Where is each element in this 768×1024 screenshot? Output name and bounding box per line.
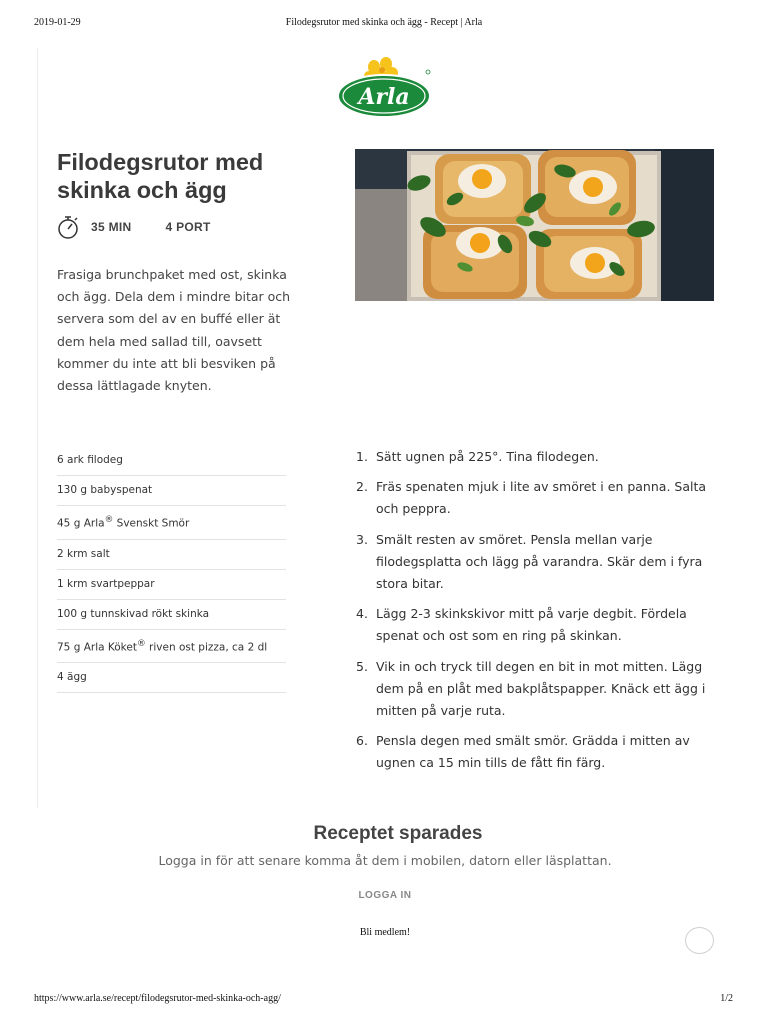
svg-text:Arla: Arla	[358, 84, 410, 110]
print-page-number: 1/2	[720, 993, 733, 1004]
recipe-description: Frasiga brunchpaket med ost, skinka och ägg. Dela dem i mindre bitar och servera som del av en buffé eller ät dem hela med sallad till, oavsett kommer du inte att bli besviken på dessa lättlagade knyten.	[57, 267, 291, 394]
instruction-step: 6. Pensla degen med smält smör. Grädda i mitten av ugnen ca 15 min tills de fått fin färg.	[356, 733, 690, 771]
timer-icon	[57, 214, 81, 240]
cooking-time: 35 MIN	[91, 220, 132, 234]
print-url: https://www.arla.se/recept/filodegsrutor-med-skinka-och-agg/	[34, 993, 281, 1004]
print-page-title: Filodegsrutor med skinka och ägg - Recept | Arla	[285, 17, 483, 28]
instruction-step: 5. Vik in och tryck till degen en bit in mot mitten. Lägg dem på en plåt med bakplåtspapper. Knäck ett ägg i mitten på varje ruta.	[356, 658, 706, 719]
recipe-meta	[57, 214, 211, 240]
recipe-title-line1: Filodegsrutor med	[57, 149, 264, 175]
instruction-step: 2. Fräs spenaten mjuk i lite av smöret i en panna. Salta och peppra.	[356, 479, 707, 517]
ingredient-item: 1 krm svartpeppar	[57, 570, 286, 600]
saved-text: Logga in för att senare komma åt dem i mobilen, datorn eller läsplattan.	[158, 853, 612, 868]
instruction-step: 4. Lägg 2-3 skinkskivor mitt på varje degbit. Fördela spenat och ost som en ring på skinkan.	[356, 606, 687, 644]
become-member-link[interactable]: Bli medlem!	[359, 927, 411, 938]
arla-logo[interactable]	[336, 56, 434, 122]
chat-button[interactable]	[685, 927, 714, 954]
login-button[interactable]: LOGGA IN	[330, 890, 440, 901]
recipe-photo	[355, 149, 714, 301]
recipe-title	[57, 148, 317, 204]
ingredient-item: 130 g babyspenat	[57, 476, 286, 506]
print-date: 2019-01-29	[34, 17, 81, 28]
instruction-step: 1. Sätt ugnen på 225°. Tina filodegen.	[356, 449, 599, 464]
portions: 4 PORT	[165, 220, 211, 234]
recipe-title-line2: skinka och ägg	[57, 177, 227, 203]
ingredient-item: 75 g Arla Köket® riven ost pizza, ca 2 dl	[57, 630, 286, 664]
instruction-list	[356, 446, 718, 783]
ingredient-item: 45 g Arla® Svenskt Smör	[57, 506, 286, 540]
saved-title: Receptet sparades	[313, 823, 483, 844]
ingredient-item: 100 g tunnskivad rökt skinka	[57, 600, 286, 630]
ingredient-item: 6 ark filodeg	[57, 446, 286, 476]
ingredient-list	[57, 446, 286, 693]
divider	[37, 48, 38, 808]
instruction-step: 3. Smält resten av smöret. Pensla mellan varje filodegsplatta och lägg på varandra. Skär dem i fyra stora bitar.	[356, 531, 703, 592]
ingredient-item: 2 krm salt	[57, 540, 286, 570]
ingredient-item: 4 ägg	[57, 663, 286, 693]
